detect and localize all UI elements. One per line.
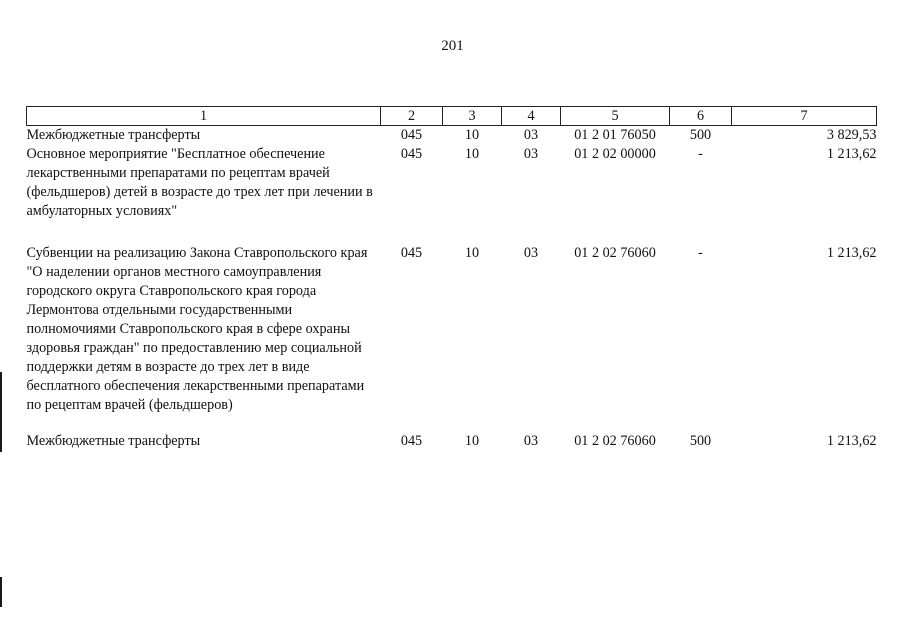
row-col-2: 045: [400, 245, 423, 261]
row-col-3: 10: [464, 127, 480, 143]
row-col-4: 03: [523, 433, 539, 449]
column-header-7: 7: [732, 107, 877, 126]
table-row: [27, 221, 877, 415]
table-row: [27, 145, 877, 221]
column-header-4: 4: [502, 107, 561, 126]
row-name: Основное мероприятие "Бесплатное обеспечение лекарственными препаратами по рецептам врачей (фельдшеров) детей в возрасте до трех лет при лечении в амбулаторных условиях": [26, 146, 373, 219]
row-col-2: 045: [400, 433, 423, 449]
column-header-6: 6: [670, 107, 732, 126]
row-name: Межбюджетные трансферты: [26, 127, 201, 143]
row-name: Субвенции на реализацию Закона Ставропольского края "О наделении органов местного самоуправления городского округа Ставропольского края города Лермонтова отдельными государственными полномочиями Ставропольского края в сфере охраны здоровья граждан" по предоставлению мер социальной поддержки детям в возрасте до трех лет в виде бесплатного обеспечения лекарственными препаратами по рецептам врачей (фельдшеров): [26, 245, 368, 413]
row-col-5: 01 2 02 00000: [574, 146, 656, 162]
column-header-5: 5: [561, 107, 670, 126]
row-amount: 3 829,53: [826, 127, 877, 143]
column-header-1: 1: [27, 107, 381, 126]
table-header-row: [27, 107, 877, 126]
row-col-6: 500: [689, 433, 712, 449]
row-col-3: 10: [464, 433, 480, 449]
page-number: 201: [441, 38, 464, 54]
row-col-3: 10: [464, 245, 480, 261]
row-col-6: -: [698, 146, 703, 162]
row-col-5: 01 2 02 76060: [574, 433, 656, 449]
row-col-2: 045: [400, 146, 423, 162]
row-col-6: -: [698, 245, 703, 261]
table-row: [27, 126, 877, 146]
column-header-2: 2: [381, 107, 443, 126]
row-amount: 1 213,62: [826, 433, 877, 449]
table-row: [27, 415, 877, 451]
column-header-3: 3: [443, 107, 502, 126]
scan-edge-mark: [0, 577, 2, 607]
row-col-4: 03: [523, 245, 539, 261]
row-col-5: 01 2 02 76060: [574, 245, 656, 261]
row-col-2: 045: [400, 127, 423, 143]
row-col-4: 03: [523, 146, 539, 162]
scan-edge-mark: [0, 372, 2, 452]
row-amount: 1 213,62: [826, 146, 877, 162]
row-col-6: 500: [689, 127, 712, 143]
row-amount: 1 213,62: [826, 245, 877, 261]
row-col-4: 03: [523, 127, 539, 143]
row-name: Межбюджетные трансферты: [26, 433, 201, 449]
row-col-5: 01 2 01 76050: [574, 127, 656, 143]
row-col-3: 10: [464, 146, 480, 162]
budget-table: [26, 106, 877, 451]
